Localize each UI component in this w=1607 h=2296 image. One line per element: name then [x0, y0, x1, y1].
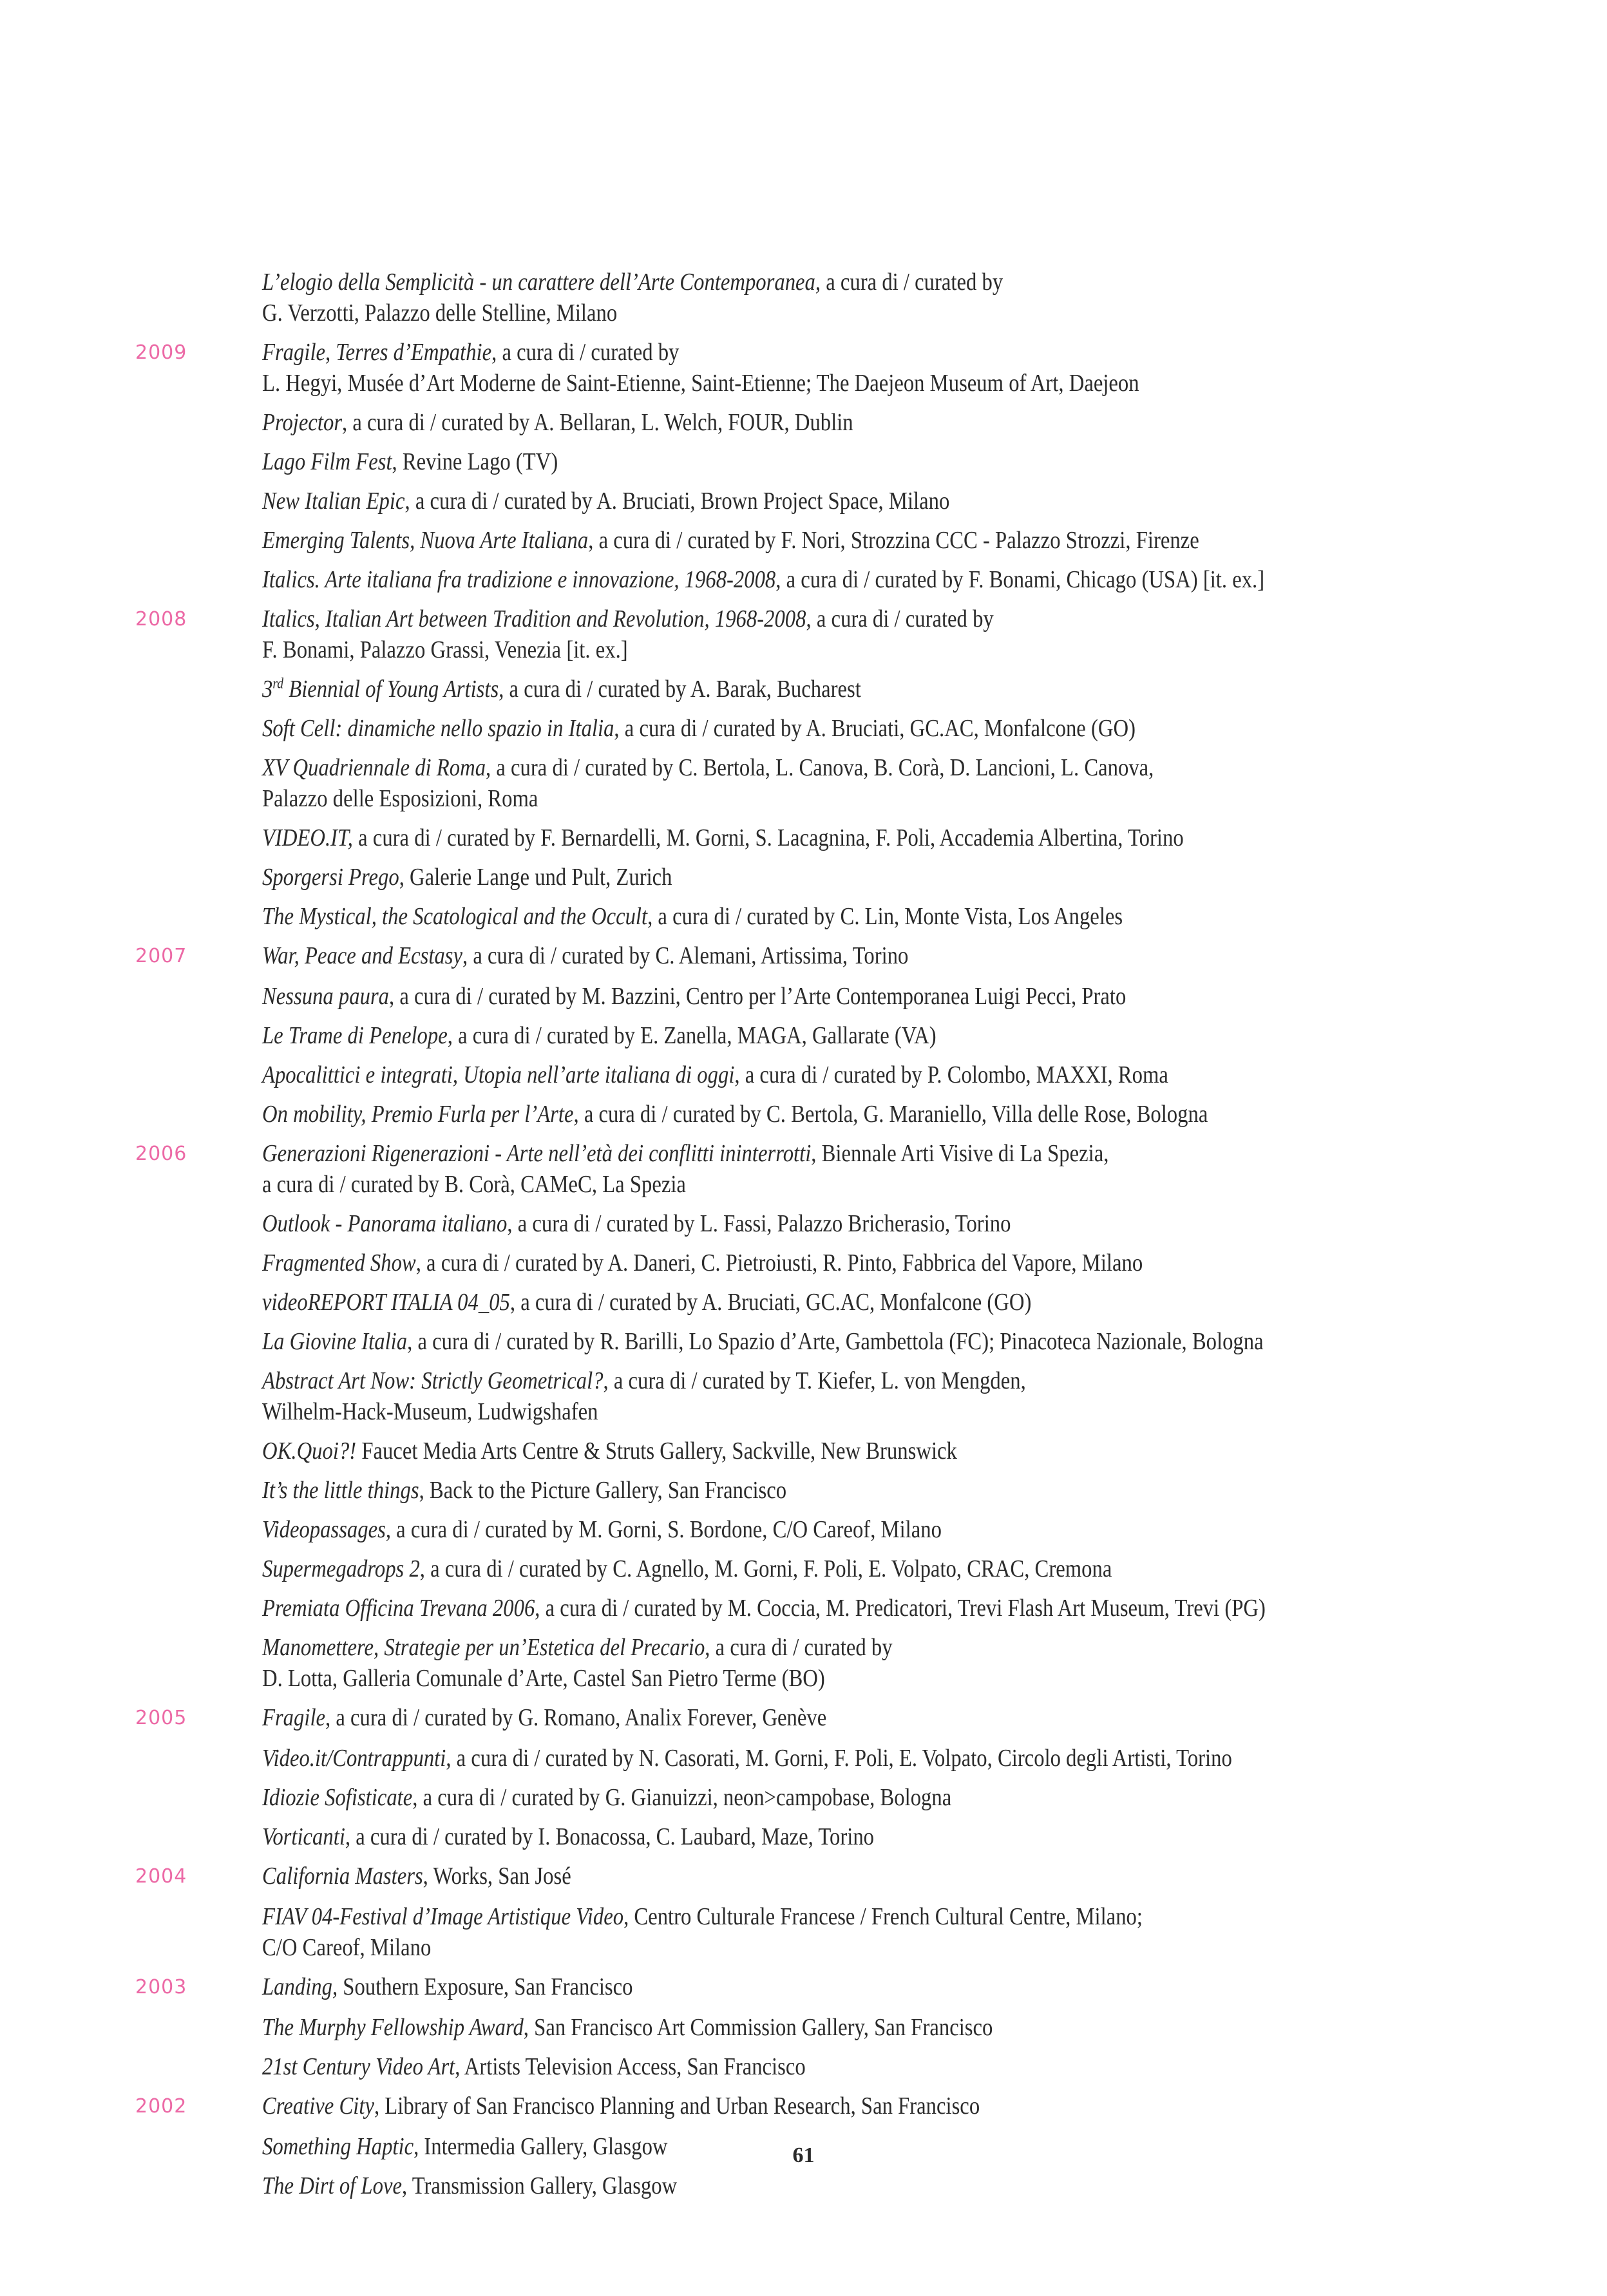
- exhibition-title: Supermegadrops 2: [262, 1555, 420, 1582]
- entry-text: [262, 752, 1344, 814]
- exhibition-title: L’elogio della Semplicità - un carattere dell’Arte Contemporanea,: [262, 269, 821, 296]
- exhibition-entry: [135, 1099, 1520, 1130]
- entry-text: [262, 1782, 1344, 1813]
- exhibition-title: Something Haptic: [262, 2133, 414, 2160]
- exhibition-entry: [135, 2012, 1520, 2043]
- entry-line: [262, 368, 1344, 399]
- exhibition-title: 21st Century Video Art: [262, 2053, 455, 2080]
- page-number: 61: [792, 2143, 815, 2167]
- exhibition-entry: [135, 1514, 1520, 1545]
- exhibition-title: The Mystical, the Scatological and the Occult: [262, 903, 648, 930]
- entry-line: [262, 1475, 1344, 1506]
- entry-text: [262, 1743, 1344, 1774]
- entry-text: [262, 446, 1344, 477]
- entry-line: [262, 981, 1344, 1012]
- entry-line: [262, 1099, 1344, 1130]
- entry-line: [262, 1169, 1344, 1200]
- exhibition-details: , a cura di / curated by A. Bellaran, L. Welch, FOUR, Dublin: [342, 409, 853, 436]
- exhibition-title: Landing,: [262, 1973, 338, 2000]
- entry-year: 2003: [135, 1976, 187, 1998]
- exhibition-title: It’s the little things: [262, 1477, 419, 1504]
- entry-text: [262, 1632, 1344, 1694]
- exhibition-entry: [135, 1287, 1520, 1318]
- exhibition-title: Videopassages,: [262, 1516, 391, 1543]
- exhibition-details: , Back to the Picture Gallery, San Francisco: [419, 1477, 787, 1504]
- exhibition-entry: [135, 901, 1520, 932]
- exhibition-title: Creative City: [262, 2092, 374, 2120]
- entry-line: [262, 1514, 1344, 1545]
- entry-text: [262, 1436, 1344, 1466]
- entry-text: [262, 901, 1344, 932]
- exhibition-entry: [135, 1553, 1520, 1584]
- exhibition-details: , a cura di / curated by L. Fassi, Palazzo Bricherasio, Torino: [507, 1210, 1011, 1237]
- exhibition-entry: [135, 822, 1520, 853]
- exhibition-details: D. Lotta, Galleria Comunale d’Arte, Castel San Pietro Terme (BO): [262, 1665, 825, 1692]
- exhibition-title: La Giovine Italia: [262, 1328, 408, 1355]
- exhibition-entry: [135, 1475, 1520, 1506]
- entry-text: [262, 2012, 1344, 2043]
- entry-line: [262, 1059, 1344, 1090]
- exhibition-title: videoREPORT ITALIA 04_05: [262, 1289, 510, 1316]
- exhibition-entry: [135, 2170, 1520, 2201]
- exhibition-details: , a cura di / curated by M. Coccia, M. Predicatori, Trevi Flash Art Museum, Trevi (PG): [535, 1595, 1266, 1622]
- exhibition-entry: [135, 1782, 1520, 1813]
- exhibition-entry: [135, 1632, 1520, 1694]
- exhibition-title: Abstract Art Now: Strictly Geometrical?: [262, 1367, 604, 1394]
- exhibition-details: , Galerie Lange und Pult, Zurich: [399, 864, 672, 891]
- exhibition-details: , a cura di / curated by A. Bruciati, GC.AC, Monfalcone (GO): [509, 1289, 1032, 1316]
- entry-line: [262, 1821, 1344, 1852]
- entry-line: [262, 2091, 1344, 2121]
- exhibition-details: Faucet Media Arts Centre & Struts Gallery, Sackville, New Brunswick: [356, 1437, 957, 1465]
- entry-line: [262, 1782, 1344, 1813]
- exhibition-details: C/O Careof, Milano: [262, 1934, 432, 1961]
- entry-text: [262, 674, 1344, 705]
- entry-text: [262, 2170, 1344, 2201]
- entry-text: [262, 1208, 1344, 1239]
- entry-text: [262, 267, 1344, 328]
- exhibition-details: L. Hegyi, Musée d’Art Moderne de Saint-Etienne, Saint-Etienne; The Daejeon Museum of Art, Daejeon: [262, 370, 1139, 397]
- entry-line: [262, 1901, 1344, 1932]
- entry-line: [262, 1396, 1344, 1427]
- exhibition-details: , a cura di / curated by E. Zanella, MAGA, Gallarate (VA): [447, 1022, 937, 1049]
- exhibition-details: , a cura di / curated by F. Nori, Strozzina CCC - Palazzo Strozzi, Firenze: [588, 527, 1199, 554]
- exhibition-details: , a cura di / curated by G. Gianuizzi, neon>campobase, Bologna: [412, 1784, 952, 1811]
- exhibition-title: Lago Film Fest: [262, 448, 392, 475]
- exhibition-details: a cura di / curated by B. Corà, CAMeC, La Spezia: [262, 1171, 686, 1198]
- entry-year: 2007: [135, 945, 187, 967]
- exhibition-list: [135, 267, 1520, 2210]
- exhibition-details: , a cura di / curated by: [705, 1634, 893, 1661]
- entry-text: [262, 1365, 1344, 1427]
- exhibition-entry: [135, 2091, 1520, 2123]
- exhibition-details: , a cura di / curated by T. Kiefer, L. von Mengden,: [603, 1367, 1026, 1394]
- entry-line: [262, 1702, 1344, 1733]
- exhibition-entry: [135, 564, 1520, 595]
- exhibition-title: FIAV 04-Festival d’Image Artistique Video: [262, 1903, 624, 1930]
- exhibition-title: Apocalittici e integrati, Utopia nell’arte italiana di oggi: [262, 1061, 735, 1088]
- exhibition-title: Outlook - Panorama italiano: [262, 1210, 508, 1237]
- exhibition-entry: [135, 940, 1520, 972]
- exhibition-details: , a cura di / curated by P. Colombo, MAXXI, Roma: [734, 1061, 1168, 1088]
- entry-year: 2009: [135, 341, 187, 364]
- entry-line: [262, 603, 1344, 634]
- entry-text: [262, 981, 1344, 1012]
- exhibition-title: Premiata Officina Trevana 2006: [262, 1595, 535, 1622]
- exhibition-title: Biennial of Young Artists: [283, 676, 499, 703]
- exhibition-entry: [135, 1059, 1520, 1090]
- exhibition-title: Italics. Arte italiana fra tradizione e innovazione, 1968-2008: [262, 566, 776, 593]
- exhibition-title: California Masters: [262, 1863, 423, 1890]
- exhibition-title: Italics, Italian Art between Tradition and Revolution, 1968-2008: [262, 605, 806, 632]
- entry-text: [262, 862, 1344, 893]
- entry-line: [262, 1971, 1344, 2002]
- entry-text: [262, 1287, 1344, 1318]
- entry-line: [262, 486, 1344, 517]
- exhibition-entry: [135, 1821, 1520, 1852]
- exhibition-details: a cura di / curated by F. Bernardelli, M. Gorni, S. Lacagnina, F. Poli, Accademia Albertina, Torino: [352, 824, 1184, 851]
- exhibition-title: Le Trame di Penelope: [262, 1022, 448, 1049]
- entry-line: [262, 1208, 1344, 1239]
- exhibition-details: a cura di / curated by C. Bertola, G. Maraniello, Villa delle Rose, Bologna: [578, 1101, 1208, 1128]
- entry-line: [262, 1138, 1344, 1169]
- entry-line: [262, 1932, 1344, 1963]
- entry-text: [262, 564, 1344, 595]
- entry-line: [262, 1743, 1344, 1774]
- exhibition-details: Palazzo delle Esposizioni, Roma: [262, 785, 538, 812]
- entry-text: [262, 337, 1344, 399]
- entry-year: 2002: [135, 2095, 187, 2118]
- entry-line: [262, 1020, 1344, 1051]
- exhibition-details: , Revine Lago (TV): [392, 448, 558, 475]
- exhibition-details: , a cura di / curated by C. Bertola, L. Canova, B. Corà, D. Lancioni, L. Canova,: [486, 754, 1154, 781]
- entry-text: [262, 2091, 1344, 2121]
- exhibition-details: , a cura di / curated by: [491, 339, 680, 366]
- exhibition-details: , Artists Television Access, San Francisco: [455, 2053, 806, 2080]
- exhibition-title: Fragile: [262, 1704, 326, 1731]
- entry-line: [262, 1593, 1344, 1624]
- entry-year: 2004: [135, 1865, 187, 1888]
- exhibition-entry: [135, 2051, 1520, 2082]
- exhibition-title: Generazioni Rigenerazioni - Arte nell’età dei conflitti ininterrotti: [262, 1140, 812, 1167]
- entry-line: [262, 2051, 1344, 2082]
- exhibition-details: , a cura di / curated by A. Bruciati, Brown Project Space, Milano: [404, 488, 950, 515]
- entry-text: [262, 1514, 1344, 1545]
- exhibition-title: The Murphy Fellowship Award: [262, 2014, 524, 2041]
- exhibition-entry: [135, 267, 1520, 328]
- exhibition-details: F. Bonami, Palazzo Grassi, Venezia [it. ex.]: [262, 636, 628, 663]
- entry-text: [262, 1553, 1344, 1584]
- exhibition-entry: [135, 1436, 1520, 1466]
- entry-line: [262, 1861, 1344, 1892]
- exhibition-entry: [135, 752, 1520, 814]
- entry-line: [262, 298, 1344, 328]
- exhibition-details: , a cura di / curated by A. Daneri, C. Pietroiusti, R. Pinto, Fabbrica del Vapore, Milano: [415, 1249, 1143, 1276]
- exhibition-entry: [135, 1020, 1520, 1051]
- entry-line: [262, 1248, 1344, 1278]
- exhibition-entry: [135, 446, 1520, 477]
- exhibition-title: The Dirt of Love: [262, 2172, 402, 2199]
- exhibition-title: Emerging Talents, Nuova Arte Italiana: [262, 527, 589, 554]
- entry-text: [262, 1971, 1344, 2002]
- exhibition-details: , a cura di / curated by C. Agnello, M. Gorni, F. Poli, E. Volpato, CRAC, Cremona: [419, 1555, 1112, 1582]
- entry-text: [262, 1475, 1344, 1506]
- entry-text: [262, 1099, 1344, 1130]
- exhibition-details: Southern Exposure, San Francisco: [338, 1973, 633, 2000]
- entry-line: [262, 525, 1344, 556]
- exhibition-entry: [135, 525, 1520, 556]
- entry-text: [262, 2051, 1344, 2082]
- exhibition-entry: [135, 603, 1520, 665]
- entry-line: [262, 267, 1344, 298]
- entry-text: [262, 713, 1344, 744]
- exhibition-title: War, Peace and Ecstasy: [262, 942, 463, 969]
- exhibition-title: Projector: [262, 409, 343, 436]
- entry-line: [262, 713, 1344, 744]
- exhibition-details: , a cura di / curated by N. Casorati, M. Gorni, F. Poli, E. Volpato, Circolo degli Artisti, Torino: [446, 1745, 1232, 1772]
- exhibition-details: a cura di / curated by I. Bonacossa, C. Laubard, Maze, Torino: [350, 1823, 875, 1850]
- exhibition-entry: [135, 862, 1520, 893]
- exhibition-entry: [135, 1248, 1520, 1278]
- exhibition-details: , a cura di / curated by M. Bazzini, Centro per l’Arte Contemporanea Luigi Pecci, Prato: [389, 983, 1127, 1010]
- exhibition-details: , Biennale Arti Visive di La Spezia,: [811, 1140, 1109, 1167]
- exhibition-title: XV Quadriennale di Roma: [262, 754, 486, 781]
- entry-text: [262, 486, 1344, 517]
- exhibition-title: Fragile, Terres d’Empathie: [262, 339, 492, 366]
- entry-text: [262, 1593, 1344, 1624]
- exhibition-title: Fragmented Show: [262, 1249, 416, 1276]
- entry-text: [262, 525, 1344, 556]
- exhibition-title: VIDEO.IT,: [262, 824, 353, 851]
- entry-text: [262, 1702, 1344, 1733]
- entry-line: [262, 564, 1344, 595]
- entry-text: [262, 1248, 1344, 1278]
- entry-line: [262, 1365, 1344, 1396]
- exhibition-entry: [135, 1971, 1520, 2004]
- exhibition-entry: [135, 1593, 1520, 1624]
- entry-line: [262, 2170, 1344, 2201]
- exhibition-entry: [135, 674, 1520, 705]
- entry-text: [262, 1020, 1344, 1051]
- entry-text: [262, 1861, 1344, 1892]
- exhibition-entry: [135, 1365, 1520, 1427]
- exhibition-details: , Intermedia Gallery, Glasgow: [414, 2133, 668, 2160]
- exhibition-title: On mobility, Premio Furla per l’Arte,: [262, 1101, 579, 1128]
- exhibition-details: , Centro Culturale Francese / French Cultural Centre, Milano;: [623, 1903, 1143, 1930]
- entry-text: [262, 407, 1344, 438]
- exhibition-title: Vorticanti,: [262, 1823, 351, 1850]
- entry-line: [262, 822, 1344, 853]
- exhibition-entry: [135, 337, 1520, 399]
- exhibition-title: Idiozie Sofisticate: [262, 1784, 413, 1811]
- exhibition-title: Nessuna paura: [262, 983, 390, 1010]
- exhibition-entry: [135, 1743, 1520, 1774]
- entry-line: [262, 337, 1344, 368]
- entry-text: [262, 1326, 1344, 1357]
- exhibition-title: Sporgersi Prego: [262, 864, 399, 891]
- entry-line: [262, 1632, 1344, 1663]
- exhibition-details: , a cura di / curated by F. Bonami, Chicago (USA) [it. ex.]: [775, 566, 1265, 593]
- entry-text: [262, 603, 1344, 665]
- exhibition-title: 3: [262, 676, 273, 703]
- exhibition-details: , a cura di / curated by: [806, 605, 994, 632]
- exhibition-title: New Italian Epic: [262, 488, 405, 515]
- exhibition-entry: [135, 1901, 1520, 1963]
- entry-line: [262, 940, 1344, 971]
- exhibition-entry: [135, 1861, 1520, 1893]
- entry-text: [262, 940, 1344, 971]
- entry-line: [262, 674, 1344, 705]
- exhibition-entry: [135, 1138, 1520, 1200]
- entry-line: [262, 1287, 1344, 1318]
- exhibition-details: , Transmission Gallery, Glasgow: [401, 2172, 678, 2199]
- entry-year: 2005: [135, 1707, 187, 1729]
- exhibition-details: , a cura di / curated by C. Alemani, Artissima, Torino: [462, 942, 909, 969]
- exhibition-details: , Library of San Francisco Planning and Urban Research, San Francisco: [374, 2092, 980, 2120]
- exhibition-details: a cura di / curated by M. Gorni, S. Bordone, C/O Careof, Milano: [390, 1516, 942, 1543]
- entry-year: 2008: [135, 608, 187, 631]
- entry-line: [262, 901, 1344, 932]
- exhibition-details: , a cura di / curated by A. Barak, Bucharest: [499, 676, 861, 703]
- entry-line: [262, 634, 1344, 665]
- entry-line: [262, 1663, 1344, 1694]
- exhibition-title: rd: [272, 675, 284, 692]
- entry-line: [262, 1326, 1344, 1357]
- exhibition-entry: [135, 1326, 1520, 1357]
- entry-line: [262, 862, 1344, 893]
- exhibition-title: Video.it/Contrappunti: [262, 1745, 446, 1772]
- entry-text: [262, 1821, 1344, 1852]
- entry-line: [262, 2012, 1344, 2043]
- exhibition-title: Soft Cell: dinamiche nello spazio in Italia: [262, 715, 614, 742]
- exhibition-title: OK.Quoi?!: [262, 1437, 357, 1465]
- entry-year: 2006: [135, 1143, 187, 1165]
- entry-text: [262, 1138, 1344, 1200]
- exhibition-details: , a cura di / curated by R. Barilli, Lo Spazio d’Arte, Gambettola (FC); Pinacoteca Nazionale, Bologna: [407, 1328, 1264, 1355]
- exhibition-details: , San Francisco Art Commission Gallery, San Francisco: [523, 2014, 993, 2041]
- exhibition-entry: [135, 1208, 1520, 1239]
- exhibition-details: a cura di / curated by: [821, 269, 1003, 296]
- entry-text: [262, 1059, 1344, 1090]
- exhibition-details: , a cura di / curated by A. Bruciati, GC.AC, Monfalcone (GO): [614, 715, 1136, 742]
- exhibition-details: , a cura di / curated by C. Lin, Monte Vista, Los Angeles: [647, 903, 1123, 930]
- exhibition-title: Manomettere, Strategie per un’Estetica del Precario: [262, 1634, 705, 1661]
- exhibition-entry: [135, 407, 1520, 438]
- entry-line: [262, 1553, 1344, 1584]
- entry-line: [262, 407, 1344, 438]
- exhibition-entry: [135, 486, 1520, 517]
- exhibition-entry: [135, 981, 1520, 1012]
- exhibition-entry: [135, 1702, 1520, 1734]
- exhibition-details: , a cura di / curated by G. Romano, Analix Forever, Genève: [325, 1704, 827, 1731]
- entry-text: [262, 822, 1344, 853]
- entry-text: [262, 1901, 1344, 1963]
- entry-line: [262, 446, 1344, 477]
- exhibition-entry: [135, 713, 1520, 744]
- exhibition-details: G. Verzotti, Palazzo delle Stelline, Milano: [262, 299, 618, 327]
- entry-line: [262, 752, 1344, 783]
- entry-line: [262, 1436, 1344, 1466]
- exhibition-details: Wilhelm-Hack-Museum, Ludwigshafen: [262, 1398, 598, 1425]
- exhibition-details: , Works, San José: [423, 1863, 571, 1890]
- entry-line: [262, 783, 1344, 814]
